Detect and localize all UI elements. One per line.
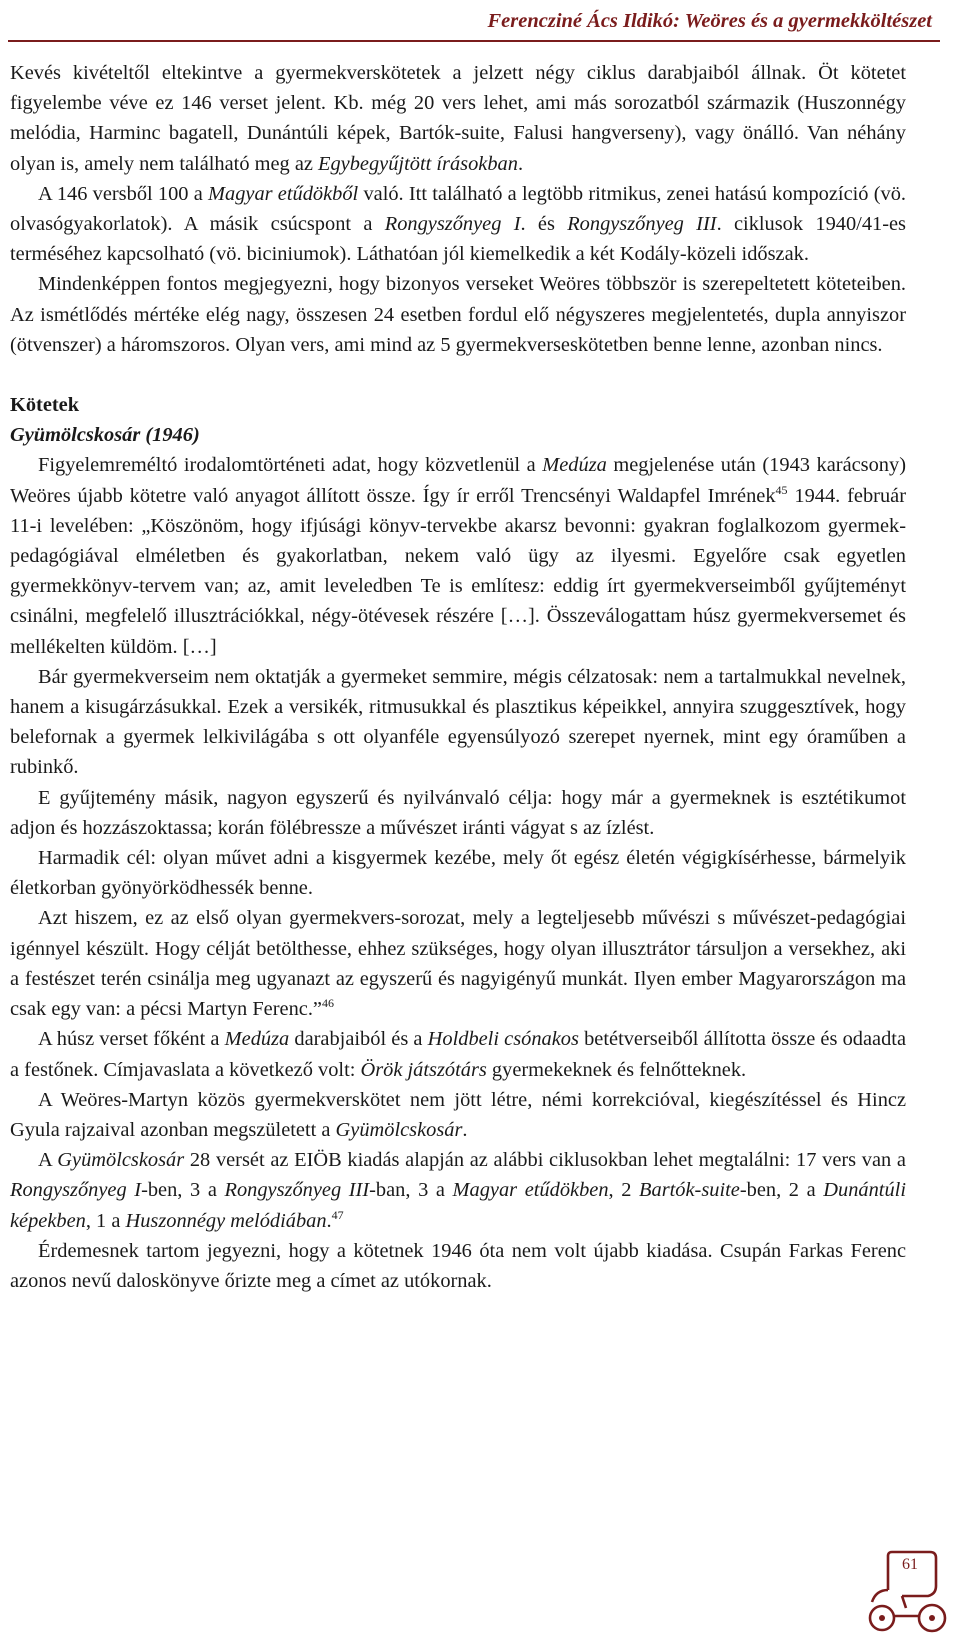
body-paragraph-4: Harmadik cél: olyan művet adni a kisgyermek kezébe, mely őt egész életén végigkísérhesse, bármelyik életkorban gyönyörködhessék benne. <box>10 847 906 900</box>
body-paragraph-9: Érdemesnek tartom jegyezni, hogy a kötetnek 1946 óta nem volt újabb kiadása. Csupán Farkas Ferenc azonos nevű daloskönyve őrizte meg a címet az utókornak. <box>10 1239 906 1292</box>
page-number: 61 <box>902 1556 918 1573</box>
body-paragraph-8: A Gyümölcskosár 28 versét az EIÖB kiadás alapján az alábbi ciklusokban lehet megtalálni: 17 vers van a Rongyszőnyeg I-ben, 3 a Rongyszőnyeg III-ban, 3 a Magyar etűdökben, 2 Bartók-suite-ben, 2 a Dunántúli képekben, 1 a Huszonnégy melódiában.$^{47}$ <box>10 1149 906 1232</box>
body-paragraph-1: Figyelemreméltó irodalomtörténeti adat, hogy közvetlenül a Medúza megjelenése után (1943 karácsony) Weöres újabb kötetre való anyagot állított össze. Így ír erről Trencsényi Waldapfel Imrének$^{45}$ 1944. február 11-i levelében: „Köszönöm, hogy ifjúsági könyv-tervekbe akarsz bevonni: gyakran foglalkozom gyermek-pedagógiával elméletben és gyakorlatban, nekem való ügy az ilyesmi. Egyelőre csak egyetlen gyermekkönyv-tervem van; az, amit leveledben Te is említesz: eddig írt gyermekverseimből gyűjteményt csinálni, megfelelő illusztrációkkal, négy-ötévesek részére […]. Összeválogattam húsz gyermekversemet és mellékelten küldöm. […] <box>10 454 906 658</box>
subsection-heading: Gyümölcskosár (1946) <box>10 424 200 447</box>
page-number-badge <box>866 1550 950 1636</box>
body-paragraph-6: A húsz verset főként a Medúza darabjaiból és a Holdbeli csónakos betétverseiből állította össze és odaadta a festőnek. Címjavaslata a következő volt: Örök játszótárs gyermekeknek és felnőtteknek. <box>10 1028 906 1081</box>
running-header <box>8 6 940 42</box>
footnote-ref-47: 47 <box>331 1207 344 1222</box>
body-paragraph-7: A Weöres-Martyn közös gyermekverskötet nem jött létre, némi korrekcióval, kiegészítéssel és Hincz Gyula rajzaival azonban megszületett a Gyümölcskosár. <box>10 1088 906 1141</box>
page-body <box>10 58 906 1296</box>
body-paragraph-5: Azt hiszem, ez az első olyan gyermekvers-sorozat, mely a legteljesebb művészi s művészet-pedagógiai igénnyel készült. Hogy célját betölthesse, ehhez szükséges, hogy olyan illusztrátor társuljon a versekhez, aki a festészet terén csinálja meg ugyanazt az egyszerű és nagyigényű munkát. Ilyen ember Magyarországon ma csak egy van: a pécsi Martyn Ferenc.”$^{46}$ <box>10 907 906 1021</box>
intro-paragraph-2: A 146 versből 100 a Magyar etűdökből való. Itt található a legtöbb ritmikus, zenei hatású kompozíció (vö. olvasógyakorlatok). A másik csúcspont a Rongyszőnyeg I. és Rongyszőnyeg III. ciklusok 1940/41-es terméséhez kapcsolható (vö. biciniumok). Láthatóan jól kiemelkedik a két Kodály-közeli időszak. <box>10 182 907 266</box>
running-title: Ferencziné Ács Ildikó: Weöres és a gyermekköltészet <box>487 10 932 32</box>
footnote-ref-46: 46 <box>321 996 334 1011</box>
intro-paragraph-3: Mindenképpen fontos megjegyezni, hogy bizonyos verseket Weöres többször is szerepeltetett köteteiben. Az ismétlődés mértéke elég nagy, összesen 24 esetben fordul elő négyszeres megjelentetés, dupla annyiszor (ötvenszer) a háromszoros. Olyan vers, ami mind az 5 gyermekverseskötetben benne lenne, azonban nincs. <box>10 273 906 356</box>
body-paragraph-3: E gyűjtemény másik, nagyon egyszerű és nyilvánvaló célja: hogy már a gyermeknek is esztétikumot adjon és hozzászoktassa; korán fölébressze a művészet iránti vágyat s az ízlést. <box>10 786 906 839</box>
intro-paragraph-1: Kevés kivételtől eltekintve a gyermekverskötetek a jelzett négy ciklus darabjaiból állnak. Öt kötetet figyelembe véve ez 146 verset jelent. Kb. még 20 vers lehet, ami más sorozatból származik (Huszonnégy melódia, Harminc bagatell, Dunántúli képek, Bartók-suite, Falusi hangverseny), vagy önálló. Van néhány olyan is, amely nem található meg az Egybegyűjtött írásokban. <box>10 62 906 175</box>
body-paragraph-2: Bár gyermekverseim nem oktatják a gyermeket semmire, mégis célzatosak: nem a tartalmukkal nevelnek, hanem a kisugárzásukkal. Ezek a versikék, ritmusukkal és plasztikus képeikkel, annyira szuggesztívek, hogy belefornak a gyermek lelkivilágába s ott olyanféle egyensúlyozó szerepet nyernek, mint egy óraműben a rubinkő. <box>10 665 906 779</box>
section-heading: Kötetek <box>10 394 80 417</box>
footnote-ref-45: 45 <box>775 482 788 497</box>
